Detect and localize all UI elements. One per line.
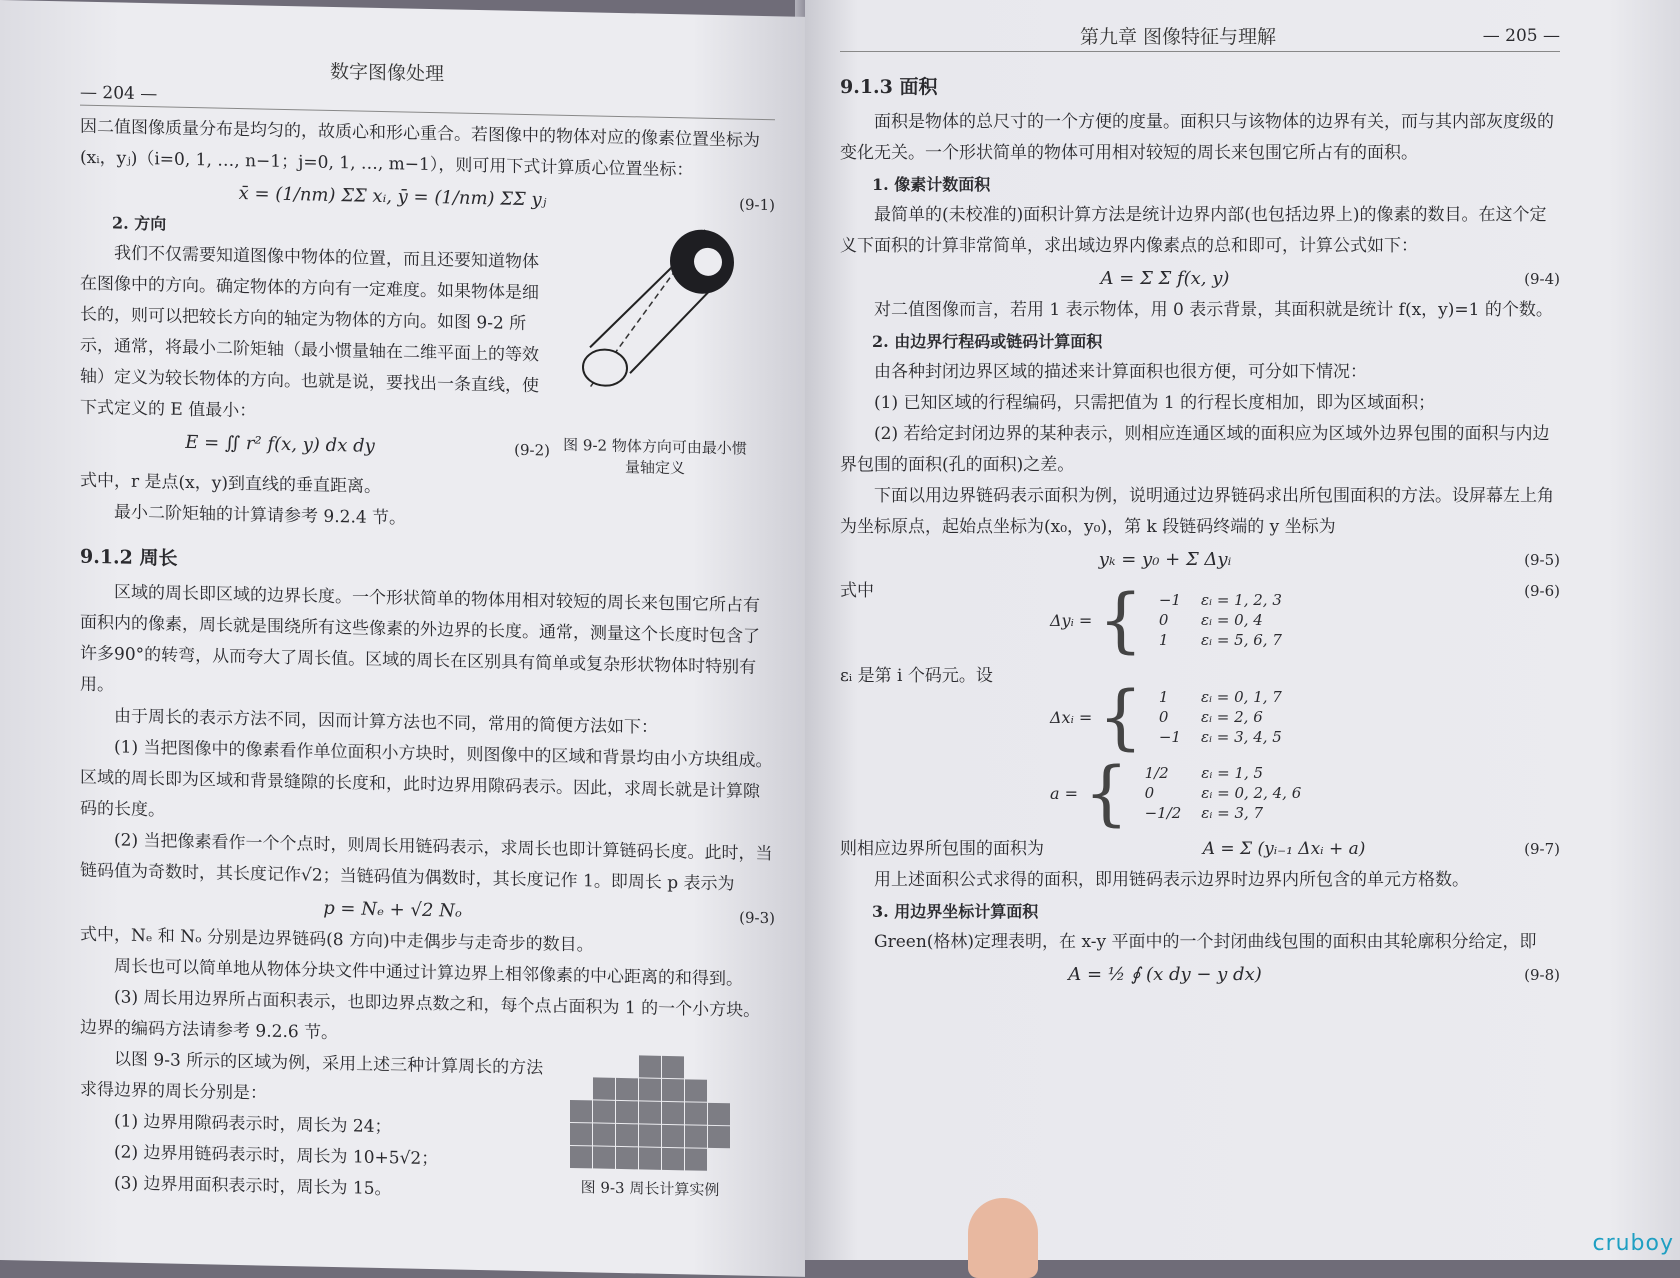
paragraph: 周长也可以简单地从物体分块文件中通过计算边界上相邻像素的中心距离的和得到。 bbox=[114, 956, 743, 990]
subheading: 1. 像素计数面积 bbox=[872, 175, 991, 194]
equation-number: (9-8) bbox=[1524, 965, 1560, 984]
case-lhs: Δxᵢ = bbox=[1050, 707, 1093, 727]
case-delta-x bbox=[1050, 676, 1560, 758]
list-item: (3) 边界用面积表示时，周长为 15。 bbox=[114, 1173, 392, 1200]
equation-text: A = ½ ∮ (x dy − y dx) bbox=[1068, 964, 1262, 985]
equation-9-5 bbox=[840, 549, 1560, 570]
subheading: 3. 用边界坐标计算面积 bbox=[872, 902, 1039, 921]
figure-caption: 图 9-2 物体方向可由最小惯量轴定义 bbox=[563, 435, 747, 478]
paragraph: 用上述面积公式求得的面积，即用链码表示边界时边界内所包含的单元方格数。 bbox=[874, 870, 1469, 890]
equation-text: E = ∬ r² f(x, y) dx dy bbox=[185, 431, 375, 457]
paragraph: 则相应边界所包围的面积为 bbox=[840, 839, 1044, 859]
case-table: 1 εᵢ = 0, 1, 7 0 εᵢ = 2, 6 −1 εᵢ = 3, 4, 5 bbox=[1158, 688, 1282, 746]
equation-number: (9-7) bbox=[1524, 840, 1560, 858]
list-item: (1) 边界用隙码表示时，周长为 24； bbox=[114, 1111, 392, 1138]
equation-text: A = Σ Σ f(x, y) bbox=[1100, 268, 1230, 289]
equation-text: A = Σ (yᵢ₋₁ Δxᵢ + a) bbox=[1202, 839, 1366, 859]
subheading-orientation: 2. 方向 bbox=[112, 213, 167, 234]
paragraph: (2) 若给定封闭边界的某种表示，则相应连通区域的面积应为区域外边界包围的面积与内边界包围的面积(孔的面积)之差。 bbox=[840, 424, 1550, 475]
paragraph: Green(格林)定理表明，在 x-y 平面中的一个封闭曲线包围的面积由其轮廓积分给定，即 bbox=[874, 932, 1537, 952]
paragraph: 我们不仅需要知道图像中物体的位置，而且还要知道物体在图像中的方向。确定物体的方向有一定难度。如果物体是细长的，则可以把较长方向的轴定为物体的方向。如图 9-2 所示，通常，将最小二阶矩轴（最小惯量轴在二维平面上的等效轴）定义为较长物体的方向。也就是说，要找出一条直线，使下式定义的 E 值最小： bbox=[80, 243, 539, 422]
case-table: 1/2 εᵢ = 1, 5 0 εᵢ = 0, 2, 4, 6 −1/2 εᵢ = 3, 7 bbox=[1144, 764, 1302, 822]
paragraph: 由各种封闭边界区域的描述来计算面积也很方便，可分如下情况： bbox=[874, 362, 1367, 382]
section-heading-9-1-2: 9.1.2 周长 bbox=[80, 545, 178, 570]
section-heading-9-1-3: 9.1.3 面积 bbox=[840, 76, 938, 98]
equation-text: p = Nₑ + √2 Nₒ bbox=[323, 897, 462, 922]
finger-photo-artifact bbox=[968, 1198, 1038, 1278]
figure-9-2 bbox=[560, 217, 760, 438]
left-page bbox=[0, 0, 805, 1277]
case-table: −1 εᵢ = 1, 2, 3 0 εᵢ = 0, 4 1 εᵢ = 5, 6, 7 bbox=[1158, 591, 1282, 649]
case-lhs: a = bbox=[1050, 783, 1079, 803]
equation-number: (9-5) bbox=[1524, 550, 1560, 569]
left-page-number: — 204 — bbox=[80, 82, 158, 105]
equation-number: (9-6) bbox=[1524, 582, 1560, 600]
paragraph: 下面以用边界链码表示面积为例，说明通过边界链码求出所包围面积的方法。设屏幕左上角为坐标原点，起始点坐标为(x₀，y₀)，第 k 段链码终端的 y 坐标为 bbox=[840, 486, 1554, 537]
paragraph: (1) 当把图像中的像素看作单位面积小方块时，则图像中的区域和背景均由小方块组成。区域的周长即为区域和背景缝隙的长度和，此时边界用隙码表示。因此，求周长就是计算隙码的长度。 bbox=[80, 737, 773, 821]
orientation-diagram bbox=[560, 217, 750, 401]
paragraph: (2) 当把像素看作一个个点时，则周长用链码表示，求周长也即计算链码长度。此时，当链码值为奇数时，其长度记作√2；当链码值为偶数时，其长度记作 1。即周长 p 表示为 bbox=[80, 830, 773, 895]
watermark: cruboy bbox=[1592, 1231, 1674, 1256]
orientation-section bbox=[80, 207, 775, 439]
equation-number: (9-2) bbox=[514, 440, 550, 460]
left-header-title: 数字图像处理 bbox=[330, 60, 445, 86]
paragraph: 对二值图像而言，若用 1 表示物体，用 0 表示背景，其面积就是统计 f(x，y)=1 的个数。 bbox=[874, 300, 1553, 320]
equation-9-8 bbox=[840, 964, 1560, 985]
paragraph: (3) 周长用边界所占面积表示，也即边界点数之和，每个点占面积为 1 的一个小方块。边界的编码方法请参考 9.2.6 节。 bbox=[80, 987, 761, 1044]
figure-9-3 bbox=[570, 1054, 730, 1212]
equation-9-2 bbox=[80, 430, 550, 461]
paragraph: (1) 已知区域的行程编码，只需把值为 1 的行程长度相加，即为区域面积； bbox=[874, 393, 1436, 413]
paragraph: 以图 9-3 所示的区域为例，采用上述三种计算周长的方法求得边界的周长分别是： bbox=[80, 1049, 544, 1104]
subheading: 2. 由边界行程码或链码计算面积 bbox=[872, 332, 1103, 351]
perimeter-grid bbox=[570, 1054, 730, 1171]
paragraph: εᵢ 是第 i 个码元。设 bbox=[840, 666, 993, 686]
paragraph: 最小二阶矩轴的计算请参考 9.2.4 节。 bbox=[114, 502, 407, 529]
equation-text: x̄ = (1/nm) ΣΣ xᵢ, ȳ = (1/nm) ΣΣ yⱼ bbox=[238, 182, 547, 211]
case-lhs: Δyᵢ = bbox=[1050, 610, 1093, 630]
brace-icon: { bbox=[1084, 752, 1129, 834]
right-page-number: — 205 — bbox=[1482, 25, 1560, 46]
case-delta-y bbox=[1050, 579, 1560, 661]
equation-text: yₖ = y₀ + Σ Δyᵢ bbox=[1098, 549, 1232, 570]
paragraph: 由于周长的表示方法不同，因而计算方法也不同，常用的简便方法如下： bbox=[114, 706, 658, 738]
list-item: (2) 边界用链码表示时，周长为 10+5√2； bbox=[114, 1142, 439, 1170]
equation-number: (9-3) bbox=[739, 907, 775, 927]
equation-number: (9-4) bbox=[1524, 269, 1560, 288]
paragraph: 式中，r 是点(x，y)到直线的垂直距离。 bbox=[80, 470, 381, 497]
paragraph: 区域的周长即区域的边界长度。一个形状简单的物体用相对较短的周长来包围它所占有面积内的像素，周长就是围绕所有这些像素的外边界的长度。通常，测量这个长度时包含了许多90°的转弯，从而夸大了周长值。区域的周长在区别具有简单或复杂形状物体时特别有用。 bbox=[80, 582, 760, 696]
paragraph: 最简单的(未校准的)面积计算方法是统计边界内部(也包括边界上)的像素的数目。在这个定义下面积的计算非常简单，求出域边界内像素点的总和即可，计算公式如下： bbox=[840, 205, 1547, 256]
brace-icon: { bbox=[1098, 676, 1143, 758]
case-a bbox=[1050, 752, 1560, 834]
equation-number: (9-1) bbox=[739, 194, 775, 214]
paragraph: 因二值图像质量分布是均匀的，故质心和形心重合。若图像中的物体对应的像素位置坐标为(xᵢ，yⱼ)（i=0, 1, …, n−1；j=0, 1, …, m−1），则可用下式计算质心位置坐标： bbox=[80, 116, 760, 181]
where-label: 式中 bbox=[840, 581, 874, 601]
right-header-title: 第九章 图像特征与理解 bbox=[1080, 26, 1277, 48]
equation-9-4 bbox=[840, 268, 1560, 289]
right-page bbox=[805, 0, 1680, 1260]
brace-icon: { bbox=[1098, 579, 1143, 661]
figure-caption: 图 9-3 周长计算实例 bbox=[580, 1178, 720, 1200]
paragraph: 式中，Nₑ 和 Nₒ 分别是边界链码(8 方向)中走偶步与走奇步的数目。 bbox=[80, 924, 594, 956]
paragraph: 面积是物体的总尺寸的一个方便的度量。面积只与该物体的边界有关，而与其内部灰度级的变化无关。一个形状简单的物体可用相对较短的周长来包围它所占有的面积。 bbox=[840, 112, 1554, 163]
